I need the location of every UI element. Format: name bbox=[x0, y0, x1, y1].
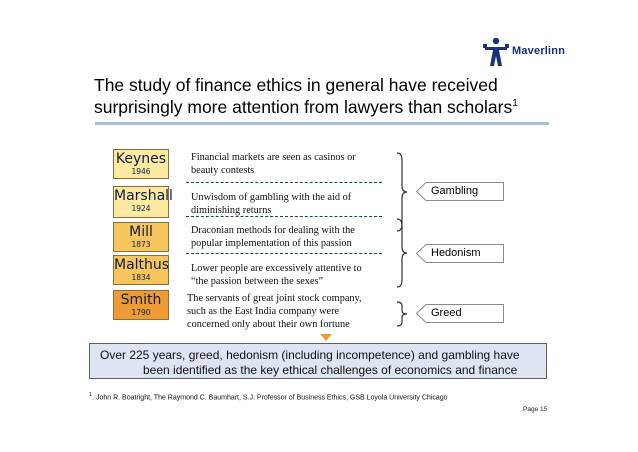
brace-greed-icon bbox=[396, 301, 408, 327]
footnote-text: . John R. Boatright, The Raymond C. Baumhart, S.J. Professor of Business Ethics, GSB Loyola University Chicago bbox=[92, 394, 448, 402]
category-gambling: Gambling bbox=[431, 185, 479, 197]
divider-dotted bbox=[186, 253, 382, 254]
year-label: 1946 bbox=[131, 167, 151, 176]
quote-keynes: Financial markets are seen as casinos or beauty contests bbox=[191, 152, 356, 176]
year-label: 1834 bbox=[131, 273, 151, 282]
logo-figure-icon bbox=[479, 35, 513, 69]
conclusion-line-2: been identified as the key ethical challenges of economics and finance bbox=[143, 363, 518, 377]
name-label: Mill bbox=[129, 224, 153, 240]
footnote-marker: 1 bbox=[89, 392, 93, 398]
name-box-malthus bbox=[113, 255, 169, 285]
category-greed: Greed bbox=[431, 307, 462, 319]
conclusion-box bbox=[89, 343, 547, 379]
quote-mill: Draconian methods for dealing with the popular implementation of this passion bbox=[191, 225, 355, 249]
quote-malthus: Lower people are excessively attentive to “the passion between the sexes” bbox=[191, 263, 362, 287]
category-hedonism: Hedonism bbox=[431, 247, 481, 259]
down-triangle-icon bbox=[320, 334, 332, 341]
year-label: 1924 bbox=[131, 204, 151, 213]
quote-smith: The servants of great joint stock company, such as the East India company were concerned only about their own fortune bbox=[187, 293, 362, 330]
divider-dotted bbox=[186, 216, 382, 217]
name-box-mill bbox=[113, 222, 169, 252]
name-label: Keynes bbox=[115, 151, 167, 167]
name-label: Marshall bbox=[114, 188, 173, 204]
year-label: 1790 bbox=[131, 308, 151, 317]
divider-dotted bbox=[186, 182, 382, 183]
conclusion-line-1: Over 225 years, greed, hedonism (including incompetence) and gambling have bbox=[100, 348, 520, 362]
footnote bbox=[89, 391, 448, 402]
name-box-smith bbox=[113, 290, 169, 320]
name-box-marshall bbox=[113, 186, 173, 218]
title-text: The study of finance ethics in general have received surprisingly more attention from lawyers than scholars bbox=[94, 75, 513, 117]
year-label: 1873 bbox=[131, 240, 151, 249]
logo-text: Maverlinn bbox=[512, 45, 566, 57]
quote-marshall: Unwisdom of gambling with the aid of diminishing returns bbox=[191, 192, 352, 216]
name-label: Smith bbox=[120, 292, 162, 308]
maverlinn-logo bbox=[479, 35, 569, 69]
name-label: Malthus bbox=[114, 257, 170, 273]
title-footnote-marker: 1 bbox=[512, 98, 518, 110]
brace-hedonism-icon bbox=[396, 218, 408, 288]
slide-title bbox=[94, 74, 574, 118]
title-rule bbox=[95, 122, 549, 125]
page-number: Page 15 bbox=[523, 406, 548, 413]
name-box-keynes bbox=[113, 149, 169, 179]
